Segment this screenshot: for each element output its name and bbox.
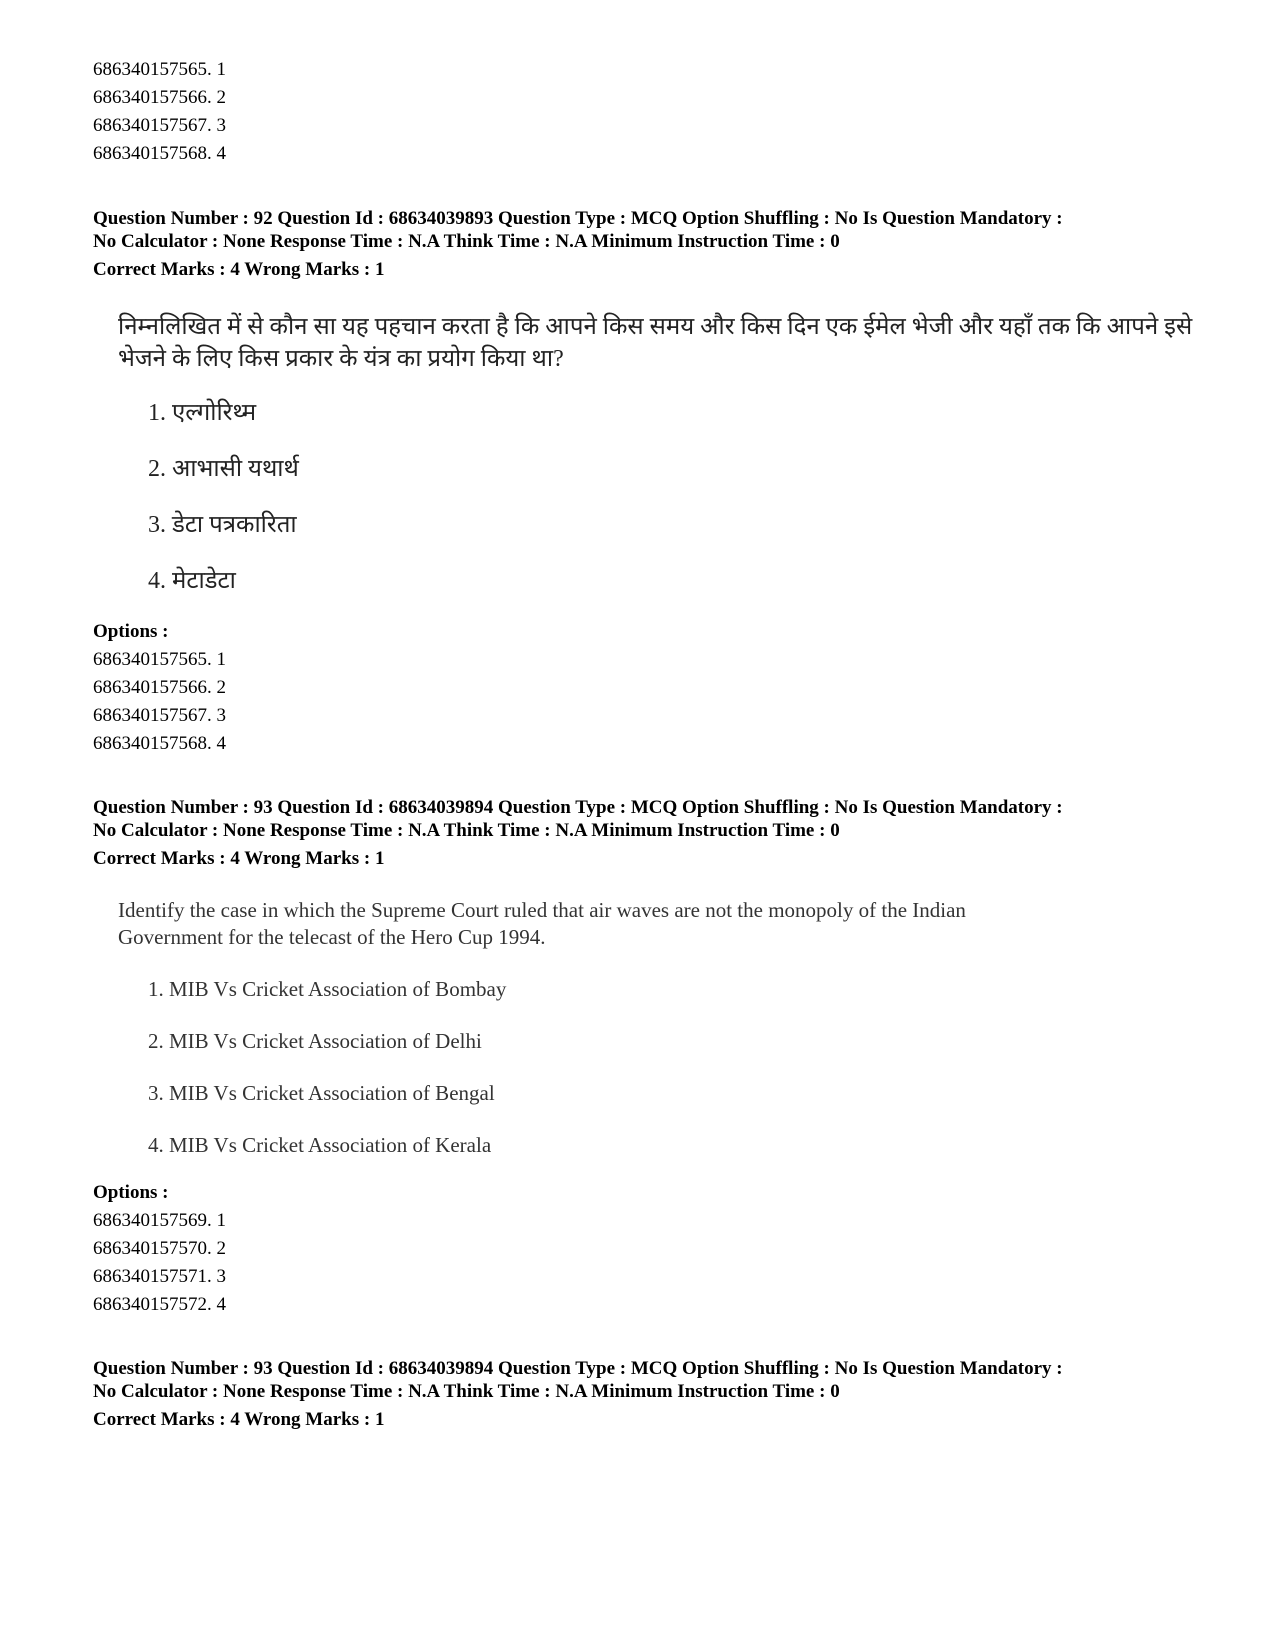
option-id-line: 686340157572. 4 xyxy=(93,1294,226,1315)
question-92-choice-2: 2. आभासी यथार्थ xyxy=(148,456,299,482)
question-92-meta-line-1: Question Number : 92 Question Id : 68634039893 Question Type : MCQ Option Shuffling : No Is Question Mandatory : xyxy=(93,208,1063,229)
question-92-choice-4: 4. मेटाडेटा xyxy=(148,568,236,594)
question-93-meta-line-2: No Calculator : None Response Time : N.A Think Time : N.A Minimum Instruction Time : 0 xyxy=(93,820,840,841)
option-id-line: 686340157565. 1 xyxy=(93,649,226,670)
option-id-line: 686340157567. 3 xyxy=(93,115,226,136)
option-id-line: 686340157570. 2 xyxy=(93,1238,226,1259)
question-92-choice-3: 3. डेटा पत्रकारिता xyxy=(148,512,297,538)
option-id-line: 686340157565. 1 xyxy=(93,59,226,80)
option-id-line: 686340157567. 3 xyxy=(93,705,226,726)
option-id-line: 686340157566. 2 xyxy=(93,87,226,108)
question-93-text-line-1: Identify the case in which the Supreme Court ruled that air waves are not the monopoly of the Indian xyxy=(118,898,966,922)
question-93-choice-1: 1. MIB Vs Cricket Association of Bombay xyxy=(148,977,507,1001)
option-id-line: 686340157568. 4 xyxy=(93,143,226,164)
question-93-options-label: Options : xyxy=(93,1182,169,1203)
question-93-meta-line-1: Question Number : 93 Question Id : 68634039894 Question Type : MCQ Option Shuffling : No Is Question Mandatory : xyxy=(93,797,1063,818)
question-93-text-line-2: Government for the telecast of the Hero Cup 1994. xyxy=(118,925,546,949)
question-92-options-label: Options : xyxy=(93,621,169,642)
question-93-choice-3: 3. MIB Vs Cricket Association of Bengal xyxy=(148,1081,495,1105)
question-93-choice-2: 2. MIB Vs Cricket Association of Delhi xyxy=(148,1029,482,1053)
question-92-choice-1: 1. एल्गोरिथ्म xyxy=(148,400,257,426)
question-92-text: निम्नलिखित में से कौन सा यह पहचान करता है कि आपने किस समय और किस दिन एक ईमेल भेजी और यहाँ तक कि आपने इसे भेजने के लिए किस प्रकार के यंत्र का प्रयोग किया था? xyxy=(118,314,1193,372)
question-93-repeat-meta-line-1: Question Number : 93 Question Id : 68634039894 Question Type : MCQ Option Shuffling : No Is Question Mandatory : xyxy=(93,1358,1063,1379)
question-93-repeat-marks: Correct Marks : 4 Wrong Marks : 1 xyxy=(93,1409,385,1430)
question-93-choice-4: 4. MIB Vs Cricket Association of Kerala xyxy=(148,1133,492,1157)
question-93-marks: Correct Marks : 4 Wrong Marks : 1 xyxy=(93,848,385,869)
question-92-meta-line-2: No Calculator : None Response Time : N.A Think Time : N.A Minimum Instruction Time : 0 xyxy=(93,231,840,252)
option-id-line: 686340157568. 4 xyxy=(93,733,226,754)
option-id-line: 686340157571. 3 xyxy=(93,1266,226,1287)
question-93-repeat-meta-line-2: No Calculator : None Response Time : N.A Think Time : N.A Minimum Instruction Time : 0 xyxy=(93,1381,840,1402)
option-id-line: 686340157569. 1 xyxy=(93,1210,226,1231)
question-92-marks: Correct Marks : 4 Wrong Marks : 1 xyxy=(93,259,385,280)
option-id-line: 686340157566. 2 xyxy=(93,677,226,698)
